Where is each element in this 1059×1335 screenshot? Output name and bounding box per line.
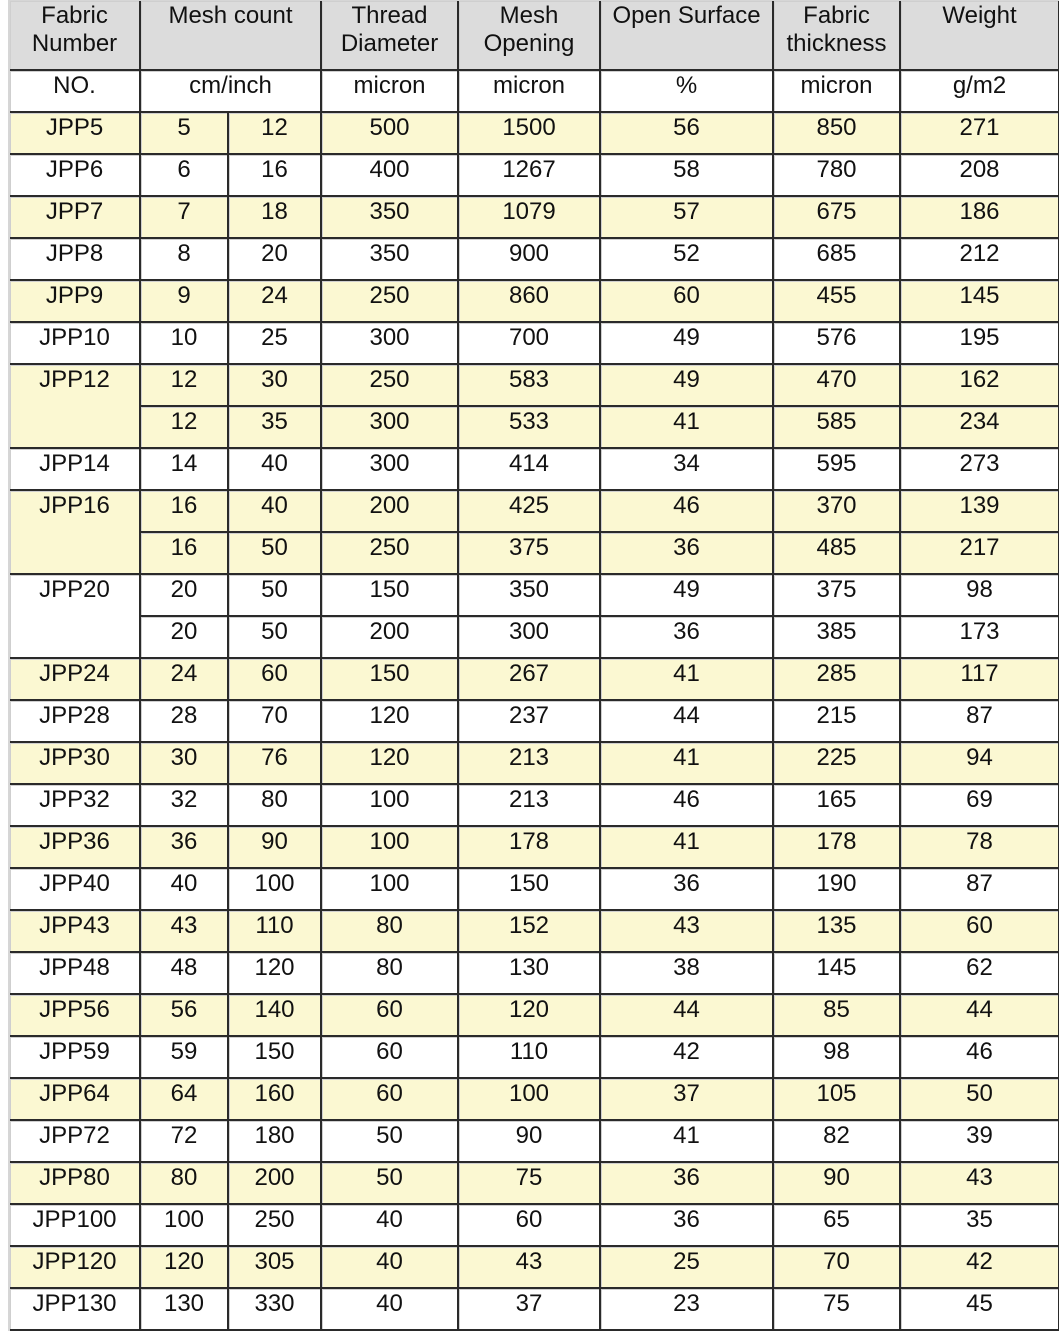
fabric-number-cell: JPP32 [10, 785, 141, 827]
fabric-number-cell: JPP30 [10, 743, 141, 785]
mesh-opening-cell: 213 [459, 785, 601, 827]
fabric-thickness-cell: 85 [774, 995, 901, 1037]
open-surface-cell: 60 [601, 281, 774, 323]
open-surface-cell: 46 [601, 491, 774, 533]
fabric-thickness-cell: 455 [774, 281, 901, 323]
thread-diameter-cell: 150 [322, 659, 459, 701]
mesh-count-inch-cell: 24 [229, 281, 322, 323]
weight-cell: 217 [901, 533, 1059, 575]
mesh-count-cm-cell: 32 [141, 785, 229, 827]
mesh-count-cm-cell: 100 [141, 1205, 229, 1247]
weight-cell: 62 [901, 953, 1059, 995]
table-row [10, 1205, 1059, 1247]
header-fabric-number: Fabric Number [10, 1, 141, 71]
weight-cell: 234 [901, 407, 1059, 449]
fabric-thickness-cell: 225 [774, 743, 901, 785]
mesh-count-inch-cell: 35 [229, 407, 322, 449]
open-surface-cell: 34 [601, 449, 774, 491]
mesh-count-inch-cell: 250 [229, 1205, 322, 1247]
mesh-count-cm-cell: 10 [141, 323, 229, 365]
table-row [10, 449, 1059, 491]
mesh-opening-cell: 583 [459, 365, 601, 407]
thread-diameter-cell: 350 [322, 239, 459, 281]
mesh-count-inch-cell: 140 [229, 995, 322, 1037]
table-row [10, 659, 1059, 701]
mesh-count-inch-cell: 90 [229, 827, 322, 869]
table-row [10, 533, 1059, 575]
table-row [10, 827, 1059, 869]
mesh-count-cm-cell: 8 [141, 239, 229, 281]
mesh-opening-cell: 700 [459, 323, 601, 365]
table-row [10, 1121, 1059, 1163]
fabric-thickness-cell: 65 [774, 1205, 901, 1247]
fabric-thickness-cell: 178 [774, 827, 901, 869]
mesh-count-inch-cell: 50 [229, 533, 322, 575]
mesh-count-inch-cell: 60 [229, 659, 322, 701]
fabric-thickness-cell: 585 [774, 407, 901, 449]
mesh-count-inch-cell: 40 [229, 491, 322, 533]
fabric-number-cell: JPP36 [10, 827, 141, 869]
thread-diameter-cell: 250 [322, 281, 459, 323]
mesh-opening-cell: 152 [459, 911, 601, 953]
fabric-number-cell: JPP100 [10, 1205, 141, 1247]
weight-cell: 46 [901, 1037, 1059, 1079]
table-row [10, 113, 1059, 155]
unit-opening-micron: micron [459, 71, 601, 113]
mesh-count-cm-cell: 64 [141, 1079, 229, 1121]
mesh-count-cm-cell: 43 [141, 911, 229, 953]
mesh-count-inch-cell: 330 [229, 1289, 322, 1331]
open-surface-cell: 25 [601, 1247, 774, 1289]
table-row [10, 743, 1059, 785]
weight-cell: 50 [901, 1079, 1059, 1121]
mesh-count-cm-cell: 12 [141, 407, 229, 449]
fabric-number-cell: JPP56 [10, 995, 141, 1037]
mesh-opening-cell: 414 [459, 449, 601, 491]
mesh-opening-cell: 178 [459, 827, 601, 869]
table-row [10, 575, 1059, 617]
open-surface-cell: 36 [601, 1163, 774, 1205]
mesh-count-inch-cell: 120 [229, 953, 322, 995]
fabric-number-cell: JPP10 [10, 323, 141, 365]
mesh-count-cm-cell: 72 [141, 1121, 229, 1163]
thread-diameter-cell: 100 [322, 827, 459, 869]
open-surface-cell: 36 [601, 1205, 774, 1247]
thread-diameter-cell: 120 [322, 743, 459, 785]
open-surface-cell: 49 [601, 575, 774, 617]
table-body [10, 113, 1059, 1331]
mesh-count-inch-cell: 305 [229, 1247, 322, 1289]
table-row [10, 1163, 1059, 1205]
unit-percent: % [601, 71, 774, 113]
fabric-thickness-cell: 576 [774, 323, 901, 365]
open-surface-cell: 38 [601, 953, 774, 995]
fabric-thickness-cell: 90 [774, 1163, 901, 1205]
open-surface-cell: 56 [601, 113, 774, 155]
table-row [10, 869, 1059, 911]
mesh-opening-cell: 110 [459, 1037, 601, 1079]
mesh-count-cm-cell: 20 [141, 617, 229, 659]
mesh-opening-cell: 860 [459, 281, 601, 323]
mesh-count-cm-cell: 28 [141, 701, 229, 743]
mesh-count-cm-cell: 48 [141, 953, 229, 995]
thread-diameter-cell: 120 [322, 701, 459, 743]
fabric-thickness-cell: 215 [774, 701, 901, 743]
fabric-thickness-cell: 780 [774, 155, 901, 197]
fabric-thickness-cell: 75 [774, 1289, 901, 1331]
fabric-number-cell: JPP130 [10, 1289, 141, 1331]
weight-cell: 117 [901, 659, 1059, 701]
thread-diameter-cell: 80 [322, 953, 459, 995]
mesh-count-inch-cell: 76 [229, 743, 322, 785]
mesh-opening-cell: 425 [459, 491, 601, 533]
mesh-count-inch-cell: 110 [229, 911, 322, 953]
mesh-opening-cell: 90 [459, 1121, 601, 1163]
table-row [10, 701, 1059, 743]
table-row [10, 1289, 1059, 1331]
open-surface-cell: 57 [601, 197, 774, 239]
thread-diameter-cell: 100 [322, 785, 459, 827]
thread-diameter-cell: 60 [322, 1037, 459, 1079]
table-row [10, 995, 1059, 1037]
weight-cell: 39 [901, 1121, 1059, 1163]
fabric-number-cell: JPP120 [10, 1247, 141, 1289]
mesh-count-inch-cell: 150 [229, 1037, 322, 1079]
mesh-count-cm-cell: 130 [141, 1289, 229, 1331]
fabric-thickness-cell: 105 [774, 1079, 901, 1121]
fabric-number-cell: JPP48 [10, 953, 141, 995]
open-surface-cell: 46 [601, 785, 774, 827]
fabric-number-cell: JPP9 [10, 281, 141, 323]
fabric-thickness-cell: 98 [774, 1037, 901, 1079]
mesh-opening-cell: 37 [459, 1289, 601, 1331]
mesh-count-cm-cell: 12 [141, 365, 229, 407]
header-mesh-opening: Mesh Opening [459, 1, 601, 71]
fabric-number-cell: JPP14 [10, 449, 141, 491]
fabric-thickness-cell: 145 [774, 953, 901, 995]
thread-diameter-cell: 40 [322, 1289, 459, 1331]
unit-weight: g/m2 [901, 71, 1059, 113]
mesh-count-cm-cell: 120 [141, 1247, 229, 1289]
open-surface-cell: 49 [601, 365, 774, 407]
mesh-opening-cell: 533 [459, 407, 601, 449]
thread-diameter-cell: 300 [322, 323, 459, 365]
open-surface-cell: 36 [601, 617, 774, 659]
mesh-opening-cell: 300 [459, 617, 601, 659]
units-row [10, 71, 1059, 113]
fabric-thickness-cell: 82 [774, 1121, 901, 1163]
thread-diameter-cell: 80 [322, 911, 459, 953]
thread-diameter-cell: 250 [322, 365, 459, 407]
thread-diameter-cell: 40 [322, 1205, 459, 1247]
fabric-thickness-cell: 285 [774, 659, 901, 701]
thread-diameter-cell: 250 [322, 533, 459, 575]
open-surface-cell: 41 [601, 827, 774, 869]
weight-cell: 44 [901, 995, 1059, 1037]
fabric-number-cell: JPP59 [10, 1037, 141, 1079]
mesh-count-cm-cell: 80 [141, 1163, 229, 1205]
mesh-opening-cell: 350 [459, 575, 601, 617]
mesh-opening-cell: 1500 [459, 113, 601, 155]
weight-cell: 139 [901, 491, 1059, 533]
mesh-count-inch-cell: 50 [229, 617, 322, 659]
open-surface-cell: 41 [601, 743, 774, 785]
weight-cell: 273 [901, 449, 1059, 491]
mesh-opening-cell: 375 [459, 533, 601, 575]
fabric-thickness-cell: 685 [774, 239, 901, 281]
thread-diameter-cell: 350 [322, 197, 459, 239]
fabric-thickness-cell: 385 [774, 617, 901, 659]
open-surface-cell: 36 [601, 869, 774, 911]
mesh-count-cm-cell: 14 [141, 449, 229, 491]
thread-diameter-cell: 400 [322, 155, 459, 197]
header-weight: Weight [901, 1, 1059, 71]
open-surface-cell: 58 [601, 155, 774, 197]
mesh-count-inch-cell: 100 [229, 869, 322, 911]
table-row [10, 197, 1059, 239]
mesh-count-inch-cell: 12 [229, 113, 322, 155]
thread-diameter-cell: 300 [322, 449, 459, 491]
fabric-number-cell: JPP12 [10, 365, 141, 449]
mesh-opening-cell: 120 [459, 995, 601, 1037]
mesh-count-inch-cell: 50 [229, 575, 322, 617]
weight-cell: 94 [901, 743, 1059, 785]
fabric-number-cell: JPP64 [10, 1079, 141, 1121]
fabric-number-cell: JPP80 [10, 1163, 141, 1205]
fabric-number-cell: JPP16 [10, 491, 141, 575]
header-row [10, 1, 1059, 71]
table-row [10, 365, 1059, 407]
weight-cell: 145 [901, 281, 1059, 323]
weight-cell: 87 [901, 701, 1059, 743]
mesh-count-inch-cell: 200 [229, 1163, 322, 1205]
mesh-opening-cell: 75 [459, 1163, 601, 1205]
mesh-count-cm-cell: 16 [141, 491, 229, 533]
mesh-count-cm-cell: 30 [141, 743, 229, 785]
mesh-opening-cell: 900 [459, 239, 601, 281]
mesh-opening-cell: 237 [459, 701, 601, 743]
mesh-count-cm-cell: 24 [141, 659, 229, 701]
thread-diameter-cell: 300 [322, 407, 459, 449]
mesh-count-cm-cell: 6 [141, 155, 229, 197]
open-surface-cell: 41 [601, 407, 774, 449]
mesh-count-cm-cell: 59 [141, 1037, 229, 1079]
fabric-thickness-cell: 485 [774, 533, 901, 575]
fabric-number-cell: JPP28 [10, 701, 141, 743]
weight-cell: 35 [901, 1205, 1059, 1247]
fabric-thickness-cell: 595 [774, 449, 901, 491]
fabric-number-cell: JPP72 [10, 1121, 141, 1163]
weight-cell: 195 [901, 323, 1059, 365]
table-row [10, 1079, 1059, 1121]
weight-cell: 45 [901, 1289, 1059, 1331]
open-surface-cell: 43 [601, 911, 774, 953]
weight-cell: 69 [901, 785, 1059, 827]
table-row [10, 1247, 1059, 1289]
thread-diameter-cell: 50 [322, 1121, 459, 1163]
header-fabric-thickness: Fabric thickness [774, 1, 901, 71]
mesh-count-cm-cell: 56 [141, 995, 229, 1037]
open-surface-cell: 41 [601, 659, 774, 701]
mesh-count-inch-cell: 20 [229, 239, 322, 281]
thread-diameter-cell: 60 [322, 995, 459, 1037]
weight-cell: 271 [901, 113, 1059, 155]
table-row [10, 323, 1059, 365]
unit-thread-micron: micron [322, 71, 459, 113]
fabric-thickness-cell: 70 [774, 1247, 901, 1289]
open-surface-cell: 52 [601, 239, 774, 281]
weight-cell: 208 [901, 155, 1059, 197]
thread-diameter-cell: 40 [322, 1247, 459, 1289]
weight-cell: 98 [901, 575, 1059, 617]
mesh-count-inch-cell: 80 [229, 785, 322, 827]
table-row [10, 491, 1059, 533]
mesh-count-cm-cell: 40 [141, 869, 229, 911]
mesh-count-cm-cell: 16 [141, 533, 229, 575]
weight-cell: 60 [901, 911, 1059, 953]
weight-cell: 78 [901, 827, 1059, 869]
mesh-count-cm-cell: 20 [141, 575, 229, 617]
thread-diameter-cell: 200 [322, 491, 459, 533]
header-thread-diameter: Thread Diameter [322, 1, 459, 71]
thread-diameter-cell: 100 [322, 869, 459, 911]
fabric-number-cell: JPP40 [10, 869, 141, 911]
table-row [10, 617, 1059, 659]
thread-diameter-cell: 60 [322, 1079, 459, 1121]
open-surface-cell: 42 [601, 1037, 774, 1079]
table-row [10, 155, 1059, 197]
mesh-count-inch-cell: 70 [229, 701, 322, 743]
fabric-thickness-cell: 470 [774, 365, 901, 407]
mesh-opening-cell: 60 [459, 1205, 601, 1247]
mesh-count-inch-cell: 30 [229, 365, 322, 407]
mesh-count-cm-cell: 36 [141, 827, 229, 869]
fabric-number-cell: JPP8 [10, 239, 141, 281]
unit-thickness-micron: micron [774, 71, 901, 113]
mesh-count-cm-cell: 7 [141, 197, 229, 239]
fabric-number-cell: JPP43 [10, 911, 141, 953]
mesh-opening-cell: 100 [459, 1079, 601, 1121]
table-row [10, 953, 1059, 995]
fabric-thickness-cell: 370 [774, 491, 901, 533]
mesh-count-inch-cell: 25 [229, 323, 322, 365]
open-surface-cell: 41 [601, 1121, 774, 1163]
fabric-number-cell: JPP5 [10, 113, 141, 155]
weight-cell: 173 [901, 617, 1059, 659]
mesh-opening-cell: 267 [459, 659, 601, 701]
header-mesh-count: Mesh count [141, 1, 322, 71]
open-surface-cell: 44 [601, 995, 774, 1037]
thread-diameter-cell: 200 [322, 617, 459, 659]
thread-diameter-cell: 150 [322, 575, 459, 617]
weight-cell: 42 [901, 1247, 1059, 1289]
mesh-spec-table [8, 0, 1059, 1331]
mesh-count-cm-cell: 9 [141, 281, 229, 323]
table-row [10, 1037, 1059, 1079]
header-open-surface: Open Surface [601, 1, 774, 71]
open-surface-cell: 36 [601, 533, 774, 575]
mesh-count-inch-cell: 18 [229, 197, 322, 239]
weight-cell: 87 [901, 869, 1059, 911]
weight-cell: 162 [901, 365, 1059, 407]
open-surface-cell: 37 [601, 1079, 774, 1121]
mesh-count-inch-cell: 40 [229, 449, 322, 491]
mesh-opening-cell: 130 [459, 953, 601, 995]
thread-diameter-cell: 500 [322, 113, 459, 155]
fabric-number-cell: JPP20 [10, 575, 141, 659]
mesh-opening-cell: 150 [459, 869, 601, 911]
open-surface-cell: 49 [601, 323, 774, 365]
table-row [10, 407, 1059, 449]
unit-cm-inch: cm/inch [141, 71, 322, 113]
fabric-number-cell: JPP7 [10, 197, 141, 239]
fabric-number-cell: JPP6 [10, 155, 141, 197]
mesh-count-cm-cell: 5 [141, 113, 229, 155]
fabric-thickness-cell: 375 [774, 575, 901, 617]
fabric-thickness-cell: 190 [774, 869, 901, 911]
fabric-thickness-cell: 850 [774, 113, 901, 155]
weight-cell: 43 [901, 1163, 1059, 1205]
fabric-thickness-cell: 675 [774, 197, 901, 239]
mesh-count-inch-cell: 16 [229, 155, 322, 197]
mesh-opening-cell: 213 [459, 743, 601, 785]
fabric-thickness-cell: 135 [774, 911, 901, 953]
open-surface-cell: 44 [601, 701, 774, 743]
unit-no: NO. [10, 71, 141, 113]
table-row [10, 239, 1059, 281]
fabric-thickness-cell: 165 [774, 785, 901, 827]
weight-cell: 212 [901, 239, 1059, 281]
mesh-count-inch-cell: 160 [229, 1079, 322, 1121]
open-surface-cell: 23 [601, 1289, 774, 1331]
mesh-opening-cell: 1267 [459, 155, 601, 197]
table-row [10, 281, 1059, 323]
table-row [10, 911, 1059, 953]
fabric-number-cell: JPP24 [10, 659, 141, 701]
weight-cell: 186 [901, 197, 1059, 239]
mesh-opening-cell: 43 [459, 1247, 601, 1289]
mesh-opening-cell: 1079 [459, 197, 601, 239]
table-row [10, 785, 1059, 827]
mesh-count-inch-cell: 180 [229, 1121, 322, 1163]
thread-diameter-cell: 50 [322, 1163, 459, 1205]
